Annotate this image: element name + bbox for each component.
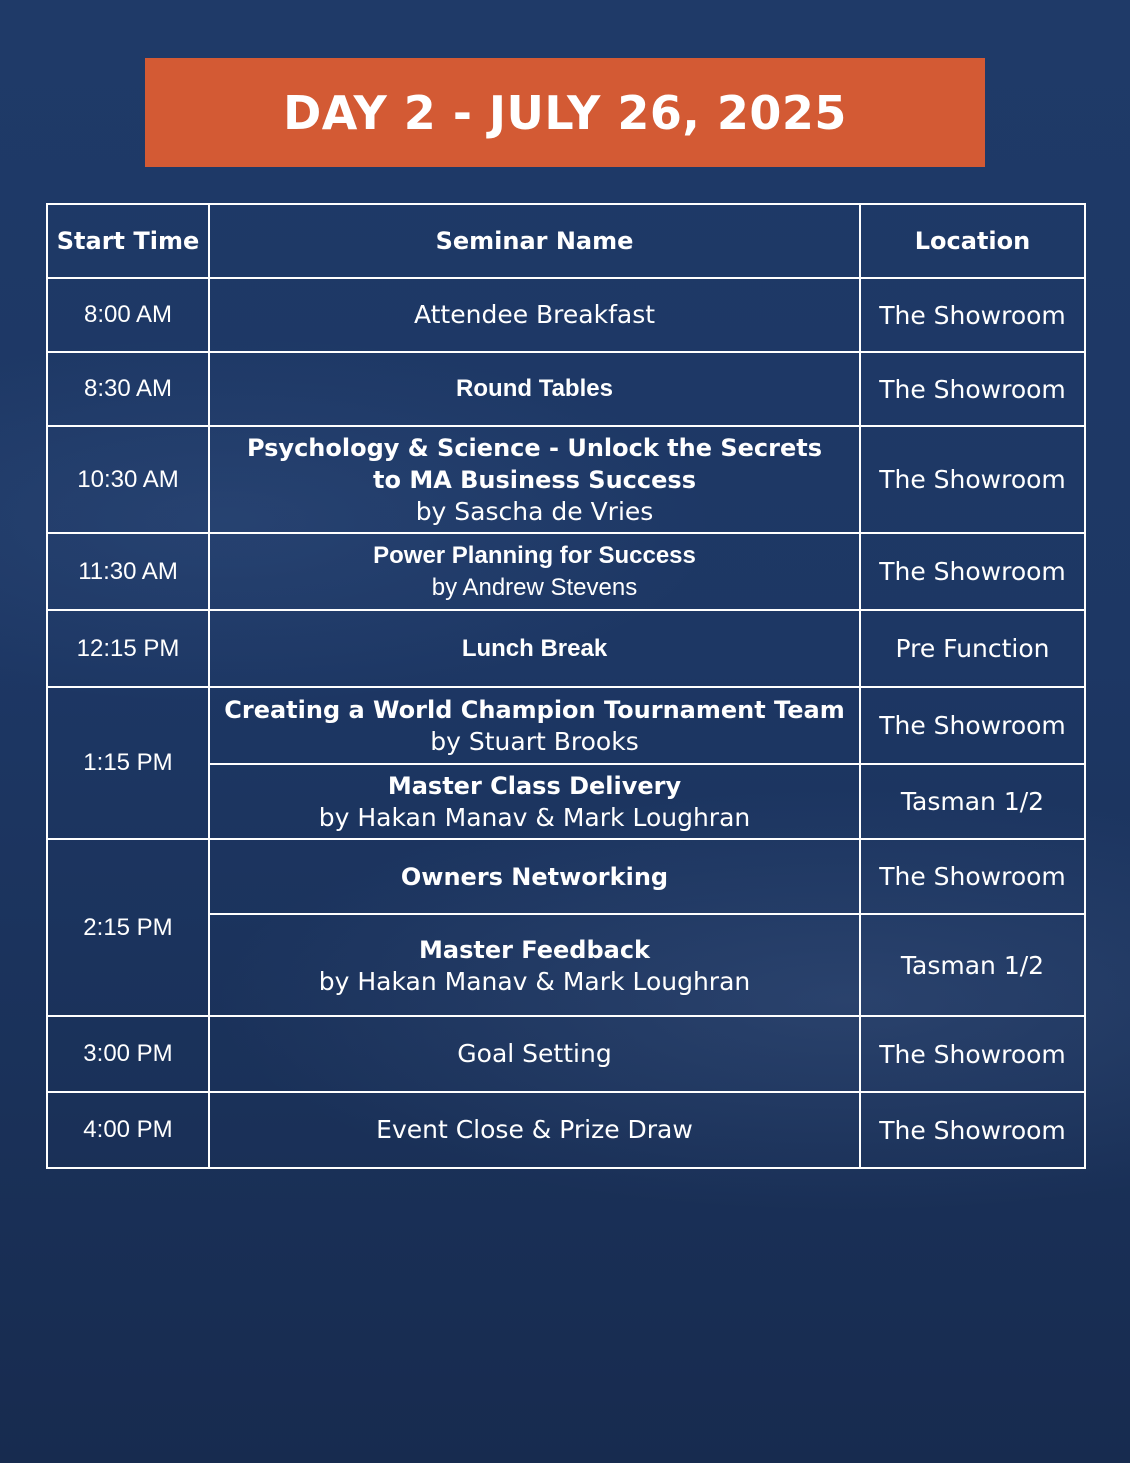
start-time-cell: 4:00 PM: [47, 1092, 209, 1168]
seminar-speaker: by Hakan Manav & Mark Loughran: [318, 966, 751, 996]
location-cell: Tasman 1/2: [860, 914, 1085, 1016]
seminar-title: Owners Networking: [400, 862, 669, 891]
seminar-title-line-1: Psychology & Science - Unlock the Secrets: [246, 434, 823, 462]
table-row: [47, 687, 1085, 764]
location-cell: Pre Function: [860, 610, 1085, 687]
seminar-speaker: by Hakan Manav & Mark Loughran: [318, 803, 751, 832]
location-cell: The Showroom: [860, 687, 1085, 764]
seminar-title-line-2: to MA Business Success: [373, 466, 696, 494]
seminar-title: Event Close & Prize Draw: [376, 1115, 693, 1144]
seminar-title: Master Class Delivery: [387, 772, 682, 800]
day-banner: [145, 58, 985, 167]
seminar-cell: [209, 687, 860, 764]
seminar-title: Attendee Breakfast: [413, 300, 656, 329]
seminar-cell: [209, 278, 860, 352]
seminar-cell: [209, 839, 860, 914]
schedule-table: [46, 203, 1086, 1169]
start-time-cell: 1:15 PM: [47, 687, 209, 839]
seminar-title: Round Tables: [456, 375, 613, 402]
table-row: [47, 426, 1085, 533]
start-time-cell: 8:00 AM: [47, 278, 209, 352]
start-time-cell: 10:30 AM: [47, 426, 209, 533]
start-time-cell: 2:15 PM: [47, 839, 209, 1016]
table-row: [47, 610, 1085, 687]
table-row: [47, 352, 1085, 426]
header-location: Location: [860, 204, 1085, 278]
seminar-speaker: by Stuart Brooks: [430, 727, 639, 756]
location-cell: The Showroom: [860, 352, 1085, 426]
table-header-row: [47, 204, 1085, 278]
location-cell: The Showroom: [860, 1092, 1085, 1168]
seminar-cell: [209, 914, 860, 1016]
start-time-cell: 11:30 AM: [47, 533, 209, 610]
header-seminar-name: Seminar Name: [209, 204, 860, 278]
table-row: [47, 1092, 1085, 1168]
location-cell: The Showroom: [860, 426, 1085, 533]
seminar-cell: [209, 426, 860, 533]
seminar-title: Goal Setting: [457, 1039, 612, 1068]
seminar-cell: [209, 1092, 860, 1168]
start-time-cell: 8:30 AM: [47, 352, 209, 426]
seminar-title: Creating a World Champion Tournament Team: [224, 696, 845, 724]
location-cell: The Showroom: [860, 278, 1085, 352]
seminar-cell: [209, 610, 860, 687]
location-cell: Tasman 1/2: [860, 764, 1085, 839]
location-cell: The Showroom: [860, 1016, 1085, 1092]
seminar-title: Power Planning for Success: [373, 542, 696, 569]
page-title: DAY 2 - JULY 26, 2025: [283, 85, 847, 140]
header-start-time: Start Time: [47, 204, 209, 278]
location-cell: The Showroom: [860, 533, 1085, 610]
table-row: [47, 1016, 1085, 1092]
seminar-cell: [209, 764, 860, 839]
table-row: [47, 839, 1085, 914]
seminar-title: Master Feedback: [418, 935, 651, 964]
table-row: [47, 533, 1085, 610]
seminar-cell: [209, 533, 860, 610]
seminar-speaker: by Andrew Stevens: [431, 574, 638, 601]
seminar-cell: [209, 352, 860, 426]
seminar-title: Lunch Break: [461, 634, 608, 662]
seminar-speaker: by Sascha de Vries: [415, 497, 654, 526]
table-row: [47, 278, 1085, 352]
location-cell: The Showroom: [860, 839, 1085, 914]
start-time-cell: 12:15 PM: [47, 610, 209, 687]
start-time-cell: 3:00 PM: [47, 1016, 209, 1092]
seminar-cell: [209, 1016, 860, 1092]
